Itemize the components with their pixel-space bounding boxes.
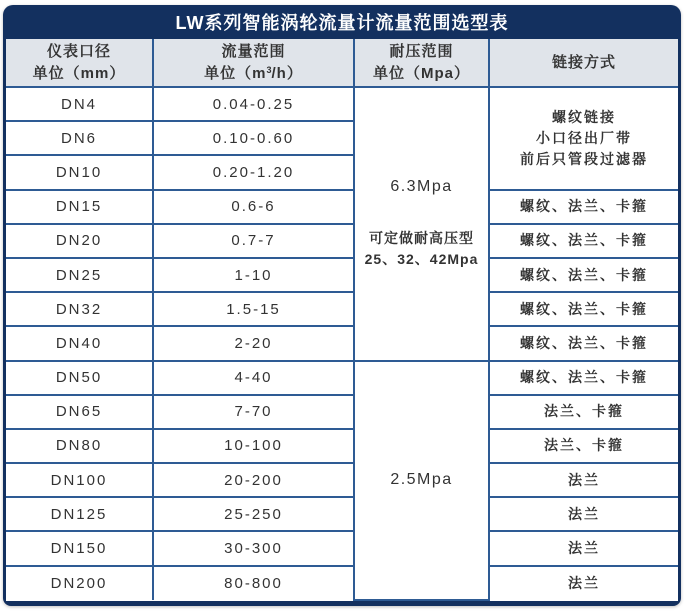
table-row [6,224,678,258]
flow-range-cell: 80-800 [153,566,354,600]
flow-range-cell: 1-10 [153,258,354,292]
table-row [6,292,678,326]
table-row [6,566,678,600]
diameter-cell: DN65 [6,395,153,429]
header-line: 单位（Mpa） [372,64,470,82]
col-header-flow-range [153,39,354,87]
connection-cell: 法兰 [489,566,678,600]
diameter-cell: DN10 [6,155,153,189]
header-line: 链接方式 [551,53,616,71]
diameter-cell: DN200 [6,566,153,600]
flow-range-cell: 7-70 [153,395,354,429]
flow-range-cell: 0.04-0.25 [153,87,354,121]
table-row [6,87,678,121]
flow-range-selection-table [6,39,678,601]
pressure-value: 6.3Mpa [390,177,453,195]
pressure-cell-2-5mpa [354,361,489,601]
connection-cell: 法兰 [489,497,678,531]
connection-cell: 螺纹、法兰、卡箍 [489,292,678,326]
flow-range-cell: 4-40 [153,361,354,395]
diameter-cell: DN32 [6,292,153,326]
connection-cell: 螺纹链接 小口径出厂带 前后只管段过滤器 [489,87,678,190]
diameter-cell: DN50 [6,361,153,395]
diameter-cell: DN150 [6,531,153,565]
connection-cell: 螺纹、法兰、卡箍 [489,361,678,395]
pressure-value: 2.5Mpa [390,471,453,489]
diameter-cell: DN20 [6,224,153,258]
col-header-connection [489,39,678,87]
flow-range-cell: 0.6-6 [153,190,354,224]
col-header-diameter [6,39,153,87]
flow-range-cell: 0.10-0.60 [153,121,354,155]
table-row [6,429,678,463]
connection-cell: 法兰、卡箍 [489,395,678,429]
diameter-cell: DN100 [6,463,153,497]
diameter-cell: DN15 [6,190,153,224]
flow-range-cell: 0.7-7 [153,224,354,258]
diameter-cell: DN125 [6,497,153,531]
flow-range-cell: 20-200 [153,463,354,497]
connection-cell: 螺纹、法兰、卡箍 [489,258,678,292]
connection-cell: 螺纹、法兰、卡箍 [489,326,678,360]
table-row [6,395,678,429]
connection-cell: 法兰 [489,463,678,497]
flow-range-cell: 30-300 [153,531,354,565]
table-row [6,190,678,224]
table-row [6,361,678,395]
connection-cell: 螺纹、法兰、卡箍 [489,190,678,224]
connection-cell: 法兰、卡箍 [489,429,678,463]
connection-cell: 螺纹、法兰、卡箍 [489,224,678,258]
flow-range-cell: 10-100 [153,429,354,463]
header-line: 单位（mm） [32,64,126,82]
pressure-cell-6-3mpa [354,87,489,361]
flow-range-cell: 1.5-15 [153,292,354,326]
pressure-note: 可定做耐高压型 25、32、42Mpa [364,229,479,267]
flow-range-cell: 2-20 [153,326,354,360]
table-row [6,531,678,565]
page-title: LW系列智能涡轮流量计流量范围选型表 [175,13,509,33]
superscript-3: 3 [266,64,272,75]
diameter-cell: DN25 [6,258,153,292]
flow-range-cell: 0.20-1.20 [153,155,354,189]
col-header-pressure [354,39,489,87]
table-row [6,258,678,292]
header-line: 仪表口径 [46,42,111,60]
connection-cell: 法兰 [489,531,678,565]
selection-table-card [3,5,681,606]
table-row [6,463,678,497]
header-line: 单位$(m^3/h)$ [204,64,303,82]
table-row [6,497,678,531]
diameter-cell: DN80 [6,429,153,463]
flow-range-cell: 25-250 [153,497,354,531]
table-wrap [6,39,678,601]
diameter-cell: DN4 [6,87,153,121]
header-line: 耐压范围 [389,42,454,60]
diameter-cell: DN6 [6,121,153,155]
table-row [6,326,678,360]
header-row [6,39,678,87]
header-line: 流量范围 [221,42,286,60]
diameter-cell: DN40 [6,326,153,360]
